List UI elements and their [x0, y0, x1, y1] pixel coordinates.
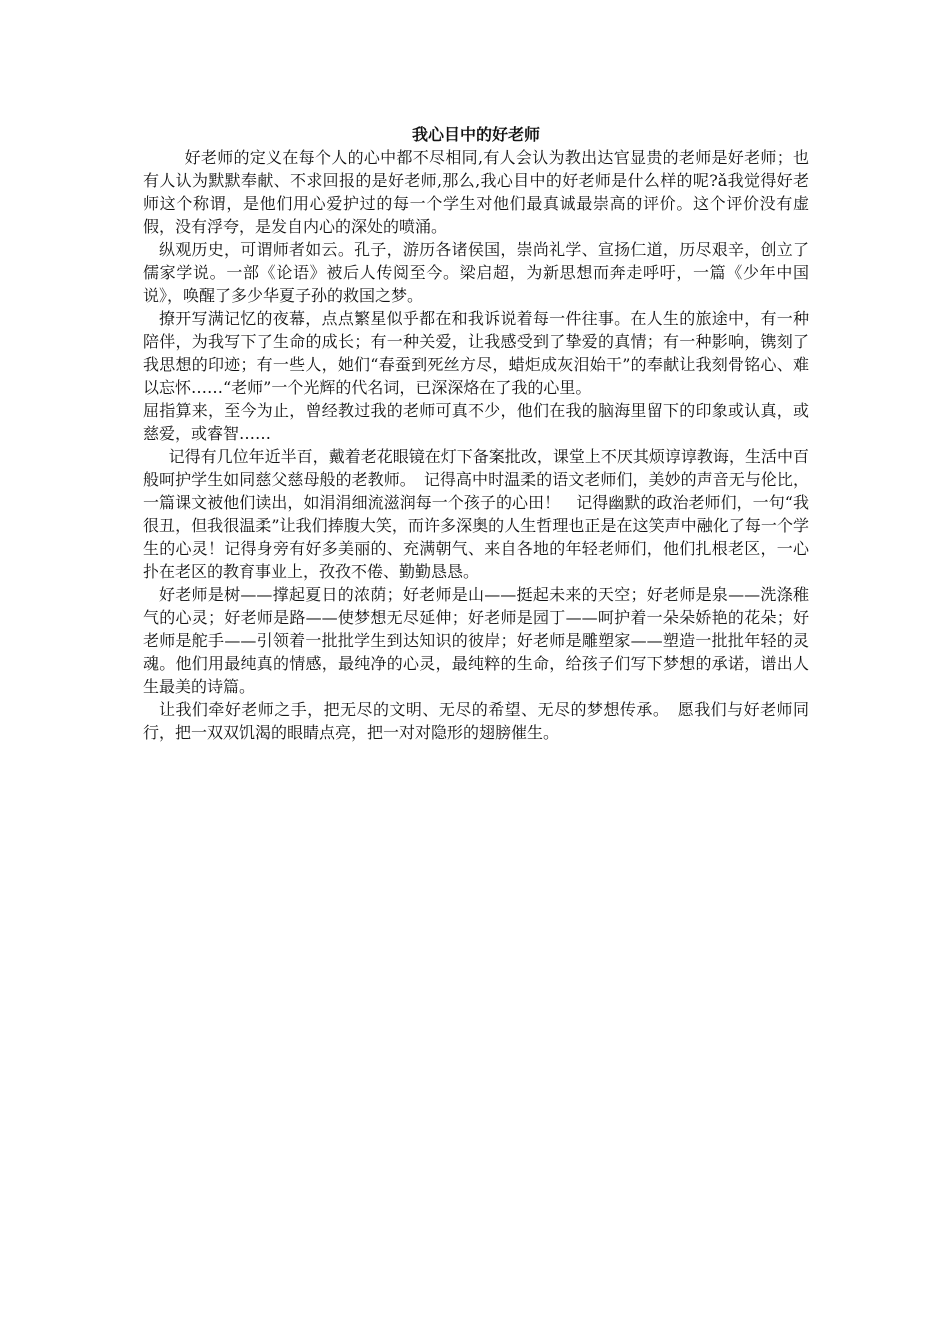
paragraph-memory: 撩开写满记忆的夜幕，点点繁星似乎都在和我诉说着每一件往事。在人生的旅途中，有一种陪伴，为我写下了生命的成长；有一种关爱，让我感受到了挚爱的真情；有一种影响，镌刻了我思想的印迹；有一些人，她们“春蚕到死丝方尽，蜡炬成灰泪始干”的奉献让我刻骨铭心、难以忘怀……“老师”一个光辉的代名词，已深深烙在了我的心里。: [143, 309, 809, 397]
document-page: [143, 124, 809, 744]
paragraph-intro: 好老师的定义在每个人的心中都不尽相同,有人会认为教出达官显贵的老师是好老师；也有人认为默默奉献、不求回报的是好老师,那么,我心目中的好老师是什么样的呢?ǎ我觉得好老师这个称谓，是他们用心爱护过的每一个学生对他们最真诚最崇高的评价。这个评价没有虚假，没有浮夸，是发自内心的深处的喷涌。: [143, 148, 809, 236]
paragraph-metaphors: 好老师是树——撑起夏日的浓荫；好老师是山——挺起未来的天空；好老师是泉——洗涤稚气的心灵；好老师是路——使梦想无尽延伸；好老师是园丁——呵护着一朵朵娇艳的花朵；好老师是舵手——引领着一批批学生到达知识的彼岸；好老师是雕塑家——塑造一批批年轻的灵魂。他们用最纯真的情感，最纯净的心灵，最纯粹的生命，给孩子们写下梦想的承诺，谱出人生最美的诗篇。: [143, 585, 809, 696]
document-title: 我心目中的好老师: [411, 125, 540, 144]
paragraph-count: 屈指算来，至今为止，曾经教过我的老师可真不少，他们在我的脑海里留下的印象或认真，或慈爱，或睿智……: [143, 401, 809, 443]
paragraph-teachers: 记得有几位年近半百，戴着老花眼镜在灯下备案批改，课堂上不厌其烦谆谆教诲，生活中百般呵护学生如同慈父慈母般的老教师。 记得高中时温柔的语文老师们，美妙的声音无与伦比，一篇课文被他们读出，如涓涓细流滋润每一个孩子的心田！ 记得幽默的政治老师们，一句“我很丑，但我很温柔”让我们捧腹大笑，而许多深奥的人生哲理也正是在这笑声中融化了每一个学生的心灵！记得身旁有好多美丽的、充满朝气、来自各地的年轻老师们，他们扎根老区，一心扑在老区的教育事业上，孜孜不倦、勤勤恳恳。: [143, 447, 809, 581]
paragraph-closing: 让我们牵好老师之手，把无尽的文明、无尽的希望、无尽的梦想传承。 愿我们与好老师同行，把一双双饥渴的眼睛点亮，把一对对隐形的翅膀催生。: [143, 700, 809, 742]
paragraph-history: 纵观历史，可谓师者如云。孔子，游历各诸侯国，崇尚礼学、宣扬仁道，历尽艰辛，创立了儒家学说。一部《论语》被后人传阅至今。梁启超，为新思想而奔走呼吁，一篇《少年中国说》，唤醒了多少华夏子孙的救国之梦。: [143, 240, 809, 305]
